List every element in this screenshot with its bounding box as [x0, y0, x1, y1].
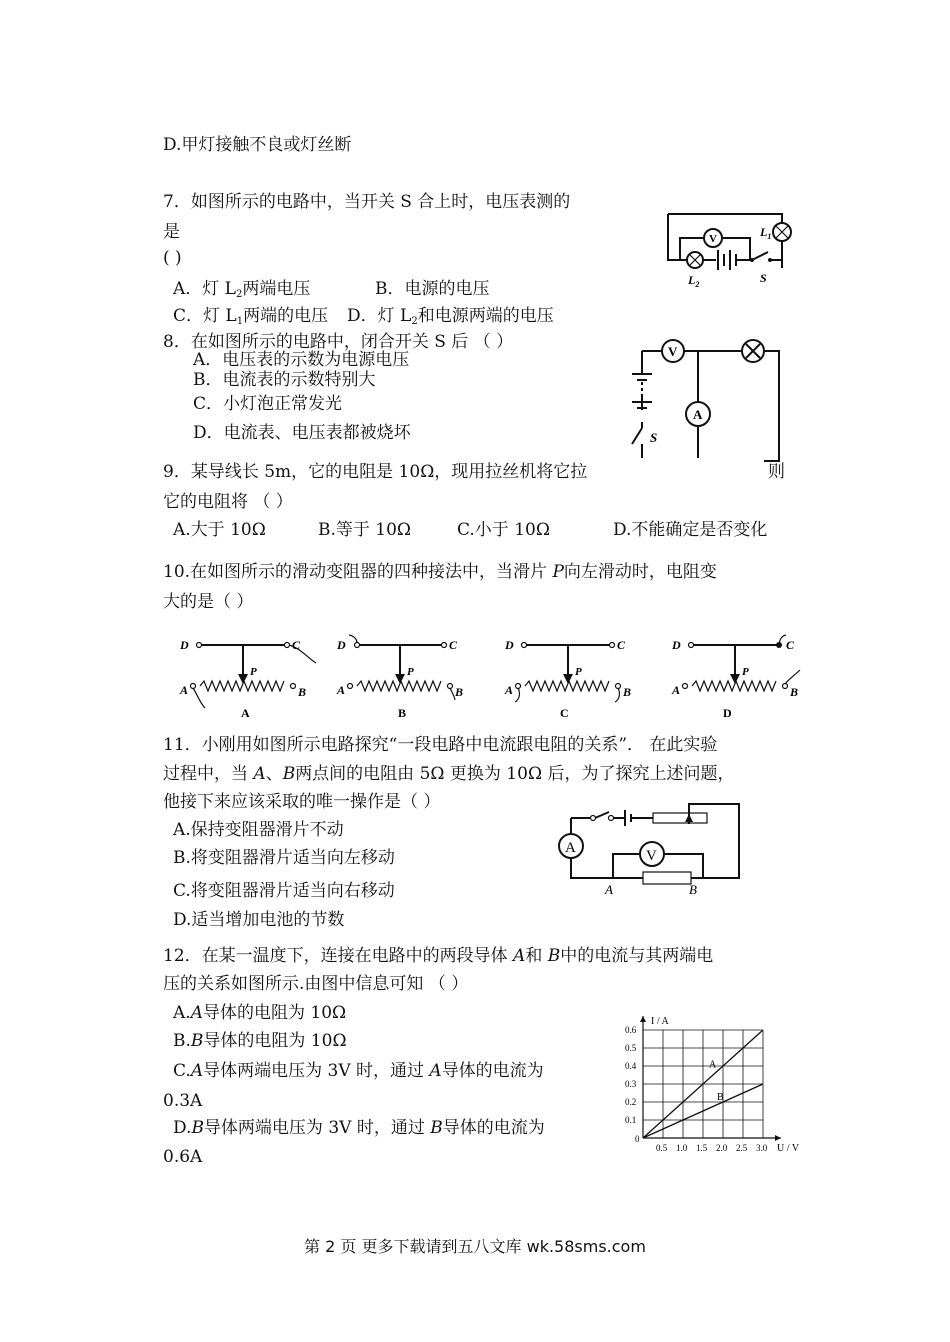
q11-fig-b-pt: B	[689, 882, 697, 897]
q9-option-a: A.大于 10Ω	[173, 520, 266, 540]
svg-text:D: D	[505, 638, 514, 652]
q11-stem-line2	[163, 763, 734, 785]
q10-rheostat-figures	[170, 628, 810, 724]
q10-stem-line1	[163, 561, 717, 583]
q11-battery-icon	[613, 810, 653, 826]
q7-d-sub: 2	[411, 316, 418, 327]
svg-text:D: D	[180, 638, 189, 652]
q8-option-a: A．电压表的示数为电源电压	[193, 350, 410, 370]
q12-stem-a: 12．在某一温度下，连接在电路中的两段导体	[163, 946, 514, 966]
svg-text:B: B	[623, 685, 632, 699]
chart-y-arrow	[640, 1016, 646, 1022]
chart-x-tick-label: 0.5	[656, 1143, 668, 1153]
q10-stem-b: 向左滑动时，电阻变	[563, 562, 717, 582]
q9-stem-tail: 则	[768, 462, 785, 482]
q7-stem-line2: 是	[163, 222, 180, 242]
svg-text:B: B	[298, 685, 307, 699]
q12-stem-ai: A	[513, 946, 526, 966]
chart-x-tick-label: 1.5	[696, 1143, 708, 1153]
chart-origin-label: 0	[635, 1134, 640, 1144]
q9-stem-line2: 它的电阻将 （ ）	[163, 492, 293, 512]
q9-option-b: B.等于 10Ω	[318, 520, 412, 540]
svg-text:C: C	[449, 638, 458, 652]
chart-y-tick-label: 0.6	[625, 1025, 637, 1035]
q7-fig-l2: $L_2$	[688, 273, 700, 289]
q10-fig-a	[179, 638, 316, 720]
chart-y-tick-label: 0.5	[625, 1043, 637, 1053]
q10-stem-line2: 大的是（ ）	[163, 592, 254, 612]
q11-stem-a: 过程中，当	[163, 764, 254, 784]
svg-text:C: C	[292, 638, 301, 652]
q7-stem-line1: 7．如图所示的电路中，当开关 S 合上时，电压表测的	[163, 192, 571, 212]
chart-labels	[625, 1016, 800, 1154]
q12-stem-and: 和	[525, 946, 548, 966]
svg-text:P: P	[742, 666, 749, 678]
chart-x-axis-label: U / V	[777, 1143, 800, 1154]
q7-a-suffix: 两端电压	[242, 279, 311, 299]
chart-y-tick-label: 0.1	[625, 1115, 637, 1125]
q7-fig-v: V	[709, 233, 717, 245]
q10-stem-p: P	[552, 562, 564, 582]
svg-text:A: A	[505, 683, 514, 697]
q8-fig-a: A	[693, 407, 703, 422]
svg-text:A: A	[672, 683, 681, 697]
q11-stem-bi: B	[282, 764, 296, 784]
q8-option-d: D．电流表、电压表都被烧坏	[193, 423, 411, 443]
q7-switch-icon	[752, 252, 768, 260]
svg-text:A: A	[337, 683, 346, 697]
q12-option-d: D.B导体两端电压为 3V 时，通过 B导体的电流为	[173, 1118, 545, 1138]
q11-stem-line3: 他接下来应该采取的唯一操作是（ ）	[163, 792, 441, 812]
q12-stem-b: 中的电流与其两端电	[560, 946, 714, 966]
svg-text:D: D	[723, 706, 732, 720]
q6-option-d: D.甲灯接触不良或灯丝断	[163, 135, 352, 155]
q12-option-a: A.A导体的电阻为 10Ω	[173, 1003, 347, 1023]
q11-option-c: C.将变阻器滑片适当向右移动	[173, 881, 395, 901]
q8-circuit-figure	[622, 336, 787, 466]
chart-x-tick-label: 1.0	[676, 1143, 688, 1153]
q12-option-b: B.B导体的电阻为 10Ω	[173, 1031, 347, 1051]
q7-c-prefix: C．灯 L	[173, 306, 237, 326]
chart-y-tick-label: 0.4	[625, 1061, 637, 1071]
q11-fig-a-pt: A	[605, 882, 613, 897]
q7-circuit-figure	[660, 208, 800, 293]
q12-iu-chart	[620, 1010, 800, 1160]
chart-x-tick-label: 2.0	[716, 1143, 728, 1153]
svg-text:B: B	[398, 706, 407, 720]
q11-switch-icon	[595, 812, 609, 818]
svg-text:P: P	[250, 666, 257, 678]
chart-series-label-B: B	[717, 1091, 724, 1103]
q12-option-c: C.A导体两端电压为 3V 时，通过 A导体的电流为	[173, 1061, 544, 1081]
q12-stem-line1	[163, 945, 713, 967]
chart-y-tick-label: 0.3	[625, 1079, 637, 1089]
q11-circuit-figure	[553, 806, 743, 898]
q9-stem-line1: 9．某导线长 5m，它的电阻是 10Ω，现用拉丝机将它拉	[163, 462, 588, 482]
q8-stem: 8．在如图所示的电路中，闭合开关 S 后 （ ）	[163, 332, 514, 352]
q10-fig-c	[504, 638, 631, 720]
svg-text:D: D	[337, 638, 346, 652]
q7-a-prefix: A．灯 L	[173, 279, 236, 299]
q10-fig-d	[671, 635, 800, 720]
svg-text:B: B	[455, 685, 464, 699]
svg-text:A: A	[241, 706, 250, 720]
svg-text:B: B	[790, 685, 799, 699]
q9-option-d: D.不能确定是否变化	[613, 520, 768, 540]
chart-x-arrow	[775, 1135, 781, 1141]
q7-option-a	[173, 278, 310, 306]
q11-option-d: D.适当增加电池的节数	[173, 910, 345, 930]
q11-resistor-icon	[643, 872, 691, 884]
svg-text:P: P	[575, 666, 582, 678]
q11-option-b: B.将变阻器滑片适当向左移动	[173, 848, 395, 868]
chart-y-axis-label: I / A	[651, 1016, 669, 1027]
q11-fig-v-meter: V	[646, 848, 657, 864]
svg-text:P: P	[407, 666, 414, 678]
q8-option-c: C．小灯泡正常发光	[193, 394, 343, 414]
q7-option-b: B．电源的电压	[375, 279, 490, 299]
q9-option-c: C.小于 10Ω	[457, 520, 550, 540]
q11-rheostat-icon	[653, 813, 707, 823]
chart-series-label-A: A	[709, 1059, 717, 1071]
q7-d-suffix: 和电源两端的电压	[417, 306, 554, 326]
q11-stem-ai: A	[253, 764, 266, 784]
q11-stem-sep: 、	[265, 764, 283, 784]
q7-paren: ( )	[163, 248, 182, 268]
q11-stem-line1: 11．小刚用如图所示电路探究“一段电路中电流跟电阻的关系”． 在此实验	[163, 735, 718, 755]
chart-x-tick-label: 3.0	[756, 1143, 768, 1153]
q7-option-d	[347, 305, 554, 333]
q12-stem-line2: 压的关系如图所示.由图中信息可知 （ ）	[163, 974, 469, 994]
svg-text:A: A	[180, 683, 189, 697]
q11-stem-b: 两点间的电阻由 5Ω 更换为 10Ω 后，为了探究上述问题，	[295, 764, 735, 784]
q7-d-prefix: D．灯 L	[347, 306, 412, 326]
q12-stem-bi: B	[547, 946, 561, 966]
svg-text:C: C	[786, 638, 795, 652]
q12-option-d-value: 0.6A	[163, 1147, 203, 1167]
q12-option-c-value: 0.3A	[163, 1091, 203, 1111]
chart-x-tick-label: 2.5	[736, 1143, 748, 1153]
q8-fig-s: S	[650, 430, 658, 445]
svg-text:D: D	[672, 638, 681, 652]
svg-text:C: C	[617, 638, 626, 652]
q10-stem-a: 10.在如图所示的滑动变阻器的四种接法中，当滑片	[163, 562, 553, 582]
q7-a-sub: 2	[235, 289, 243, 300]
q8-option-b: B．电流表的示数特别大	[193, 370, 376, 390]
chart-y-tick-label: 0.2	[625, 1097, 637, 1107]
q7-c-suffix: 两端的电压	[243, 306, 329, 326]
q7-option-c	[173, 305, 328, 333]
q11-fig-a-meter: A	[565, 840, 576, 856]
q7-c-sub: 1	[236, 316, 244, 327]
q11-option-a: A.保持变阻器滑片不动	[173, 820, 344, 840]
page-footer: 第 2 页 更多下载请到五八文库 wk.58sms.com	[304, 1237, 646, 1256]
q7-fig-l1: $L_1$	[760, 225, 772, 241]
q8-fig-v: V	[668, 344, 678, 359]
svg-text:C: C	[560, 706, 569, 720]
q7-fig-s: S	[760, 271, 767, 285]
q10-fig-b	[336, 635, 463, 720]
